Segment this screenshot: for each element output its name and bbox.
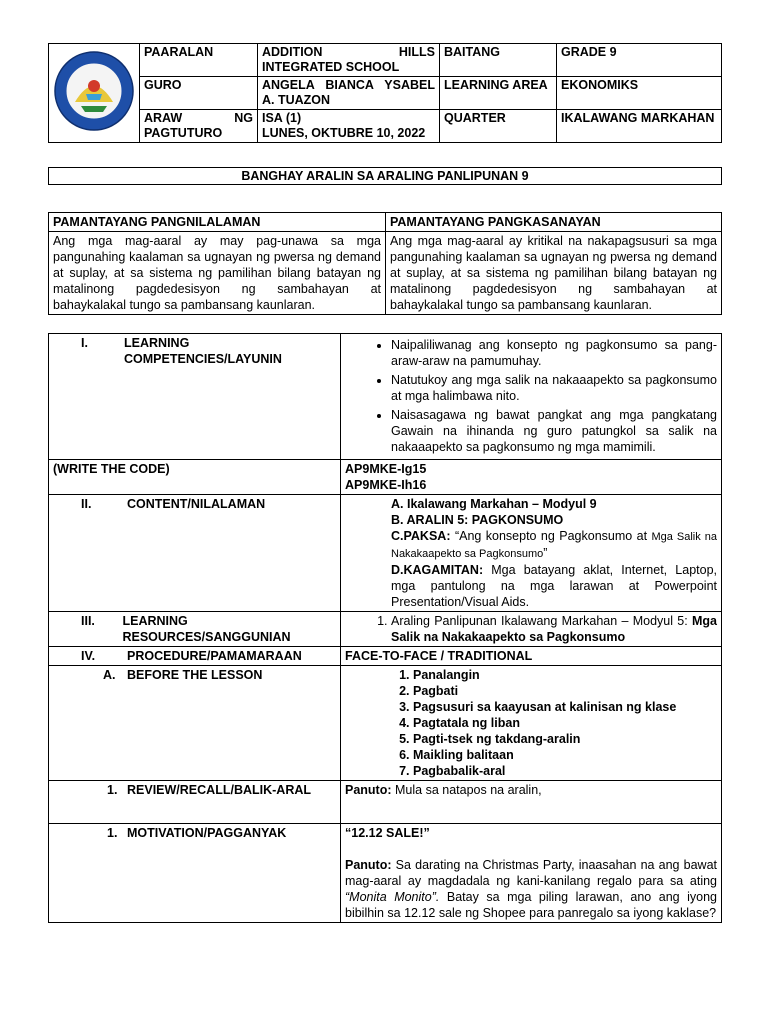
procedure-row [49,647,722,666]
review-row [49,781,722,824]
review-label-cell: 1. REVIEW/RECALL/BALIK-ARAL [49,781,341,824]
header-table [48,43,722,143]
guro-value: ANGELA BIANCA YSABEL A. TUAZON [258,77,440,110]
motivation-content: “12.12 SALE!” Panuto: Sa darating na Christmas Party, inaasahan na ang bawat mag-aaral ay magdadala ng kani-kanilang regalo para sa ating “Monita Monito”. Batay sa mga piling larawan, ano ang iyong bibilhin sa 12.12 sale ng Shopee para panregalo sa iyong kaklase? [341,824,722,923]
list-item: 1. Panalangin [413,667,717,683]
learning-area-label: LEARNING AREA [440,77,557,110]
competencies-content [341,334,722,460]
paaralan-label: PAARALAN [140,44,258,77]
competencies-label-cell [49,334,341,460]
performance-standard-heading: PAMANTAYANG PANGKASANAYAN [386,213,722,232]
motivation-row [49,824,722,923]
code-label: (WRITE THE CODE) [49,460,341,495]
school-logo-cell [49,44,140,143]
resources-label-cell: III. LEARNING RESOURCES/SANGGUNIAN [49,612,341,647]
content-label-cell: II. CONTENT/NILALAMAN [49,495,341,612]
code-values: AP9MKE-Ig15 AP9MKE-Ih16 [341,460,722,495]
list-item: 4. Pagtatala ng liban [413,715,717,731]
content-row [49,495,722,612]
school-logo-icon [53,50,135,132]
content-standard-heading: PAMANTAYANG PANGNILALAMAN [49,213,386,232]
review-content: Panuto: Mula sa natapos na aralin, [341,781,722,824]
procedure-label-cell: IV. PROCEDURE/PAMAMARAAN [49,647,341,666]
paaralan-value: ADDITION HILLS INTEGRATED SCHOOL [258,44,440,77]
code-row [49,460,722,495]
competencies-row [49,334,722,460]
before-lesson-label-cell: A. BEFORE THE LESSON [49,666,341,781]
list-item: 7. Pagbabalik-aral [413,763,717,779]
araw-value: ISA (1) LUNES, OKTUBRE 10, 2022 [258,110,440,143]
competencies-list [345,337,717,455]
motivation-label-cell: 1. MOTIVATION/PAGGANYAK [49,824,341,923]
list-item: • Naipaliliwanag ang konsepto ng pagkonsumo sa pang-araw-araw na pamumuhay. [391,337,717,369]
row-number: I. [81,336,88,350]
content-standard-text: Ang mga mag-aaral ay may pag-unawa sa mga pangunahing kaalaman sa ugnayan ng pwersa ng demand at suplay, at sa sistema ng pamilihan bilang batayan ng matalinong pagdedesisyon ng sambahayan at bahaykalakal tungo sa pambansang kaunlaran. [49,232,386,315]
list-item: • Naisasagawa ng bawat pangkat ang mga pangkatang Gawain na ihinanda ng guro patungkol sa salik na nakaaapekto sa pagkonsumo ng mga mamimili. [391,407,717,455]
guro-label: GURO [140,77,258,110]
list-item: 5. Pagti-tsek ng takdang-aralin [413,731,717,747]
standards-table [48,212,722,315]
list-item: 6. Maikling balitaan [413,747,717,763]
before-lesson-row [49,666,722,781]
araw-label: ARAW NG PAGTUTURO [140,110,258,143]
procedure-mode: FACE-TO-FACE / TRADITIONAL [341,647,722,666]
document-title: BANGHAY ARALIN SA ARALING PANLIPUNAN 9 [48,167,722,185]
baitang-value: GRADE 9 [557,44,722,77]
lesson-plan-table [48,333,722,923]
list-item: 3. Pagsusuri sa kaayusan at kalinisan ng klase [413,699,717,715]
content-details: A. Ikalawang Markahan – Modyul 9 B. ARALIN 5: PAGKONSUMO C.PAKSA: “Ang konsepto ng Pagkonsumo at Mga Salik na Nakakaapekto sa Pagkonsumo” D.KAGAMITAN: Mga batayang aklat, Internet, Laptop, mga pantulong na mga larawan at Powerpoint Presentation/Visual Aids. [341,495,722,612]
before-lesson-list [345,667,717,779]
resources-row [49,612,722,647]
competencies-label: LEARNING COMPETENCIES/LAYUNIN [124,336,282,366]
list-item: 2. Pagbati [413,683,717,699]
before-lesson-content [341,666,722,781]
performance-standard-text: Ang mga mag-aaral ay kritikal na nakapagsusuri sa mga pangunahing kaalaman sa ugnayan ng pwersa ng demand at suplay, at sa sistema ng pamilihan bilang batayan ng matalinong pagdedesisyon ng sambahayan at bahaykalakal tungo sa pambansang kaunlaran. [386,232,722,315]
resources-content: 1. Araling Panlipunan Ikalawang Markahan – Modyul 5: Mga Salik na Nakakaapekto sa Pagkonsumo [341,612,722,647]
quarter-value: IKALAWANG MARKAHAN [557,110,722,143]
list-item: • Natutukoy ang mga salik na nakaaapekto sa pagkonsumo at mga halimbawa nito. [391,372,717,404]
baitang-label: BAITANG [440,44,557,77]
learning-area-value: EKONOMIKS [557,77,722,110]
quarter-label: QUARTER [440,110,557,143]
